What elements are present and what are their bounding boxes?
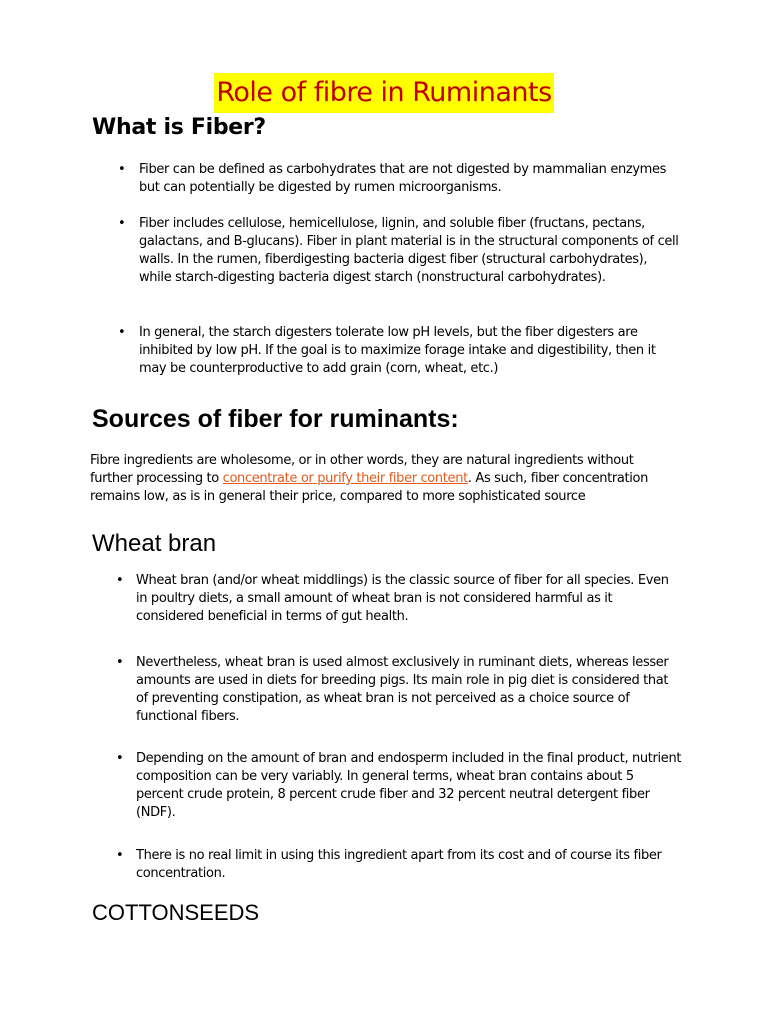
bullet-icon: •: [118, 162, 126, 177]
paragraph-text: Fibre ingredients are wholesome, or in other words, they are natural ingredients without further processing to: [90, 453, 634, 486]
heading-cottonseeds: COTTONSEEDS: [92, 900, 260, 925]
list-item: [116, 572, 682, 626]
bullet-text: In general, the starch digesters tolerate low pH levels, but the fiber digesters are inhibited by low pH. If the goal is to maximize forage intake and digestibility, then it may be counterproductive to add grain (corn, wheat, etc.): [139, 325, 656, 376]
bullet-icon: •: [116, 848, 124, 863]
bullet-icon: •: [118, 216, 126, 231]
list-item: [118, 161, 679, 197]
heading-sources-of-fiber: Sources of fiber for ruminants:: [92, 405, 459, 433]
title-container: [0, 73, 768, 113]
list-item: [116, 847, 682, 883]
bullet-icon: •: [118, 325, 126, 340]
list-item: [118, 215, 679, 287]
sources-paragraph: [90, 452, 670, 506]
bullet-icon: •: [116, 751, 124, 766]
heading-wheat-bran: Wheat bran: [92, 530, 217, 557]
list-item: [116, 654, 682, 726]
bullet-text: Fiber includes cellulose, hemicellulose, lignin, and soluble fiber (fructans, pectans, galactans, and B-glucans). Fiber in plant material is in the structural components of cell walls. In the rumen, fiberdigesting bacteria digest fiber (structural carbohydrates), while starch-digesting bacteria digest starch (nonstructural carbohydrates).: [139, 216, 679, 285]
bullet-icon: •: [116, 655, 124, 670]
bullet-text: Wheat bran (and/or wheat middlings) is the classic source of fiber for all species. Even in poultry diets, a small amount of wheat bran is not considered harmful as it considered beneficial in terms of gut health.: [136, 573, 669, 624]
bullet-text: Fiber can be defined as carbohydrates that are not digested by mammalian enzymes but can potentially be digested by rumen microorganisms.: [139, 162, 667, 195]
paragraph-text: . As such, fiber concentration remains low, as is in general their price, compared to more sophisticated source: [90, 471, 649, 504]
heading-what-is-fiber: What is Fiber?: [92, 115, 266, 140]
list-item: [118, 324, 679, 378]
list-item: [116, 750, 682, 822]
document-title: Role of fibre in Ruminants: [214, 73, 553, 113]
fiber-content-link[interactable]: concentrate or purify their fiber content: [222, 471, 468, 486]
bullet-text: Nevertheless, wheat bran is used almost exclusively in ruminant diets, whereas lesser amounts are used in diets for breeding pigs. Its main role in pig diet is considered that of preventing constipation, as wheat bran is not perceived as a choice source of functional fibers.: [136, 655, 669, 724]
bullet-text: There is no real limit in using this ingredient apart from its cost and of course its fiber concentration.: [136, 848, 662, 881]
bullet-icon: •: [116, 573, 124, 588]
bullet-text: Depending on the amount of bran and endosperm included in the final product, nutrient composition can be very variably. In general terms, wheat bran contains about 5 percent crude protein, 8 percent crude fiber and 32 percent neutral detergent fiber (NDF).: [136, 751, 682, 820]
